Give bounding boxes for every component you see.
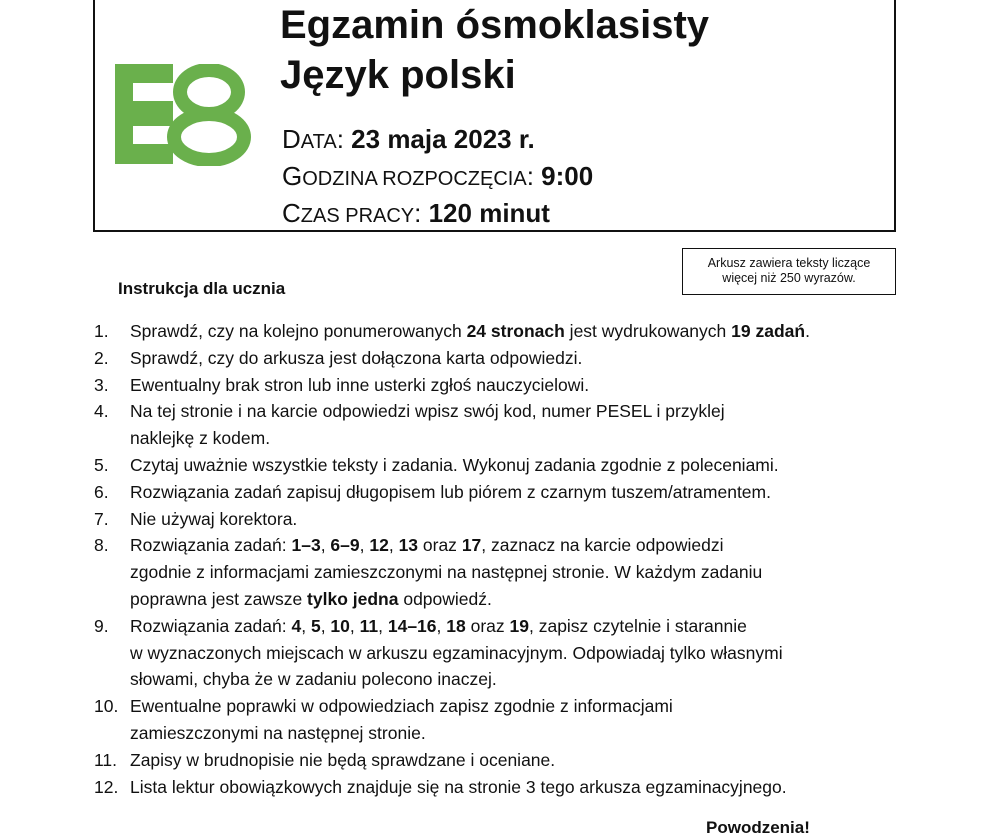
instruction-text: Rozwiązania zadań zapisuj długopisem lub piórem z czarnym tuszem/atramentem. <box>130 481 771 502</box>
footer-good-luck: Powodzenia! <box>706 818 810 837</box>
instruction-number: 4. <box>94 401 109 422</box>
instruction-item <box>0 613 994 693</box>
instruction-number: 9. <box>94 615 109 636</box>
instruction-text: Sprawdź, czy do arkusza jest dołączona karta odpowiedzi. <box>130 347 583 368</box>
logo-e-gap-top <box>133 83 173 101</box>
instruction-number: 7. <box>94 508 109 529</box>
instruction-text: Lista lektur obowiązkowych znajduje się na stronie 3 tego arkusza egzaminacyjnego. <box>130 776 787 797</box>
instruction-number: 6. <box>94 481 109 502</box>
instruction-number: 10. <box>94 696 119 717</box>
exam-start-time: GODZINA ROZPOCZĘCIA: 9:00 <box>282 161 594 191</box>
instruction-number: 2. <box>94 347 109 368</box>
instruction-number: 12. <box>94 776 119 797</box>
instruction-item <box>0 479 994 506</box>
exam-duration-value: 120 minut <box>428 198 550 228</box>
instruction-text: Rozwiązania zadań: 1–3, 6–9, 12, 13 oraz 17, zaznacz na karcie odpowiedzi zgodnie z informacjami zamieszczonymi na następnej stronie. W każdym zadaniu poprawna jest zawsze tylko jedna odpowiedź. <box>130 535 763 609</box>
instruction-text: Zapisy w brudnopisie nie będą sprawdzane i oceniane. <box>130 749 556 770</box>
e8-logo <box>115 64 255 166</box>
instruction-number: 3. <box>94 374 109 395</box>
instruction-item <box>0 452 994 479</box>
instruction-text: Czytaj uważnie wszystkie teksty i zadania. Wykonuj zadania zgodnie z poleceniami. <box>130 455 779 475</box>
instruction-item <box>0 693 994 747</box>
instructions-heading: Instrukcja dla ucznia <box>118 279 286 298</box>
logo-e-block <box>115 64 173 164</box>
instruction-number: 1. <box>94 321 109 341</box>
instruction-item <box>0 506 994 533</box>
instruction-item <box>0 398 994 452</box>
instruction-number: 8. <box>94 535 109 556</box>
instruction-text: Ewentualne poprawki w odpowiedziach zapisz zgodnie z informacjami zamieszczonymi na następnej stronie. <box>130 696 673 743</box>
exam-start-time-value: 9:00 <box>541 161 594 191</box>
instruction-text: Ewentualny brak stron lub inne usterki zgłoś nauczycielowi. <box>130 374 590 395</box>
instruction-item <box>0 774 994 801</box>
instruction-text: Nie używaj korektora. <box>130 508 298 529</box>
instruction-number: 5. <box>94 455 109 475</box>
instruction-item <box>0 318 994 345</box>
exam-duration: CZAS PRACY: 120 minut <box>282 198 550 228</box>
instruction-item <box>0 372 994 399</box>
exam-title: Egzamin ósmoklasisty <box>280 3 710 47</box>
instruction-text: Na tej stronie i na karcie odpowiedzi wpisz swój kod, numer PESEL i przyklej naklejkę z kodem. <box>130 401 725 449</box>
instruction-item <box>0 345 994 372</box>
instruction-item <box>0 532 994 612</box>
logo-e-gap-bottom <box>133 126 173 144</box>
instruction-item <box>0 747 994 774</box>
exam-date-value: 23 maja 2023 r. <box>351 124 535 154</box>
exam-date: DATA: 23 maja 2023 r. <box>282 124 535 154</box>
instruction-text: Rozwiązania zadań: 4, 5, 10, 11, 14–16, 18 oraz 19, zapisz czytelnie i starannie w wyznaczonych miejscach w arkuszu egzaminacyjnym. Odpowiadaj tylko własnymi słowami, chyba że w zadaniu polecono inaczej. <box>130 615 783 690</box>
word-count-note: Arkusz zawiera teksty liczące więcej niż 250 wyrazów. <box>682 248 896 295</box>
logo-8-bottom-loop <box>174 114 244 160</box>
instruction-text: Sprawdź, czy na kolejno ponumerowanych 24 stronach jest wydrukowanych 19 zadań. <box>130 321 810 341</box>
instruction-number: 11. <box>94 749 118 770</box>
exam-subject: Język polski <box>280 53 516 97</box>
